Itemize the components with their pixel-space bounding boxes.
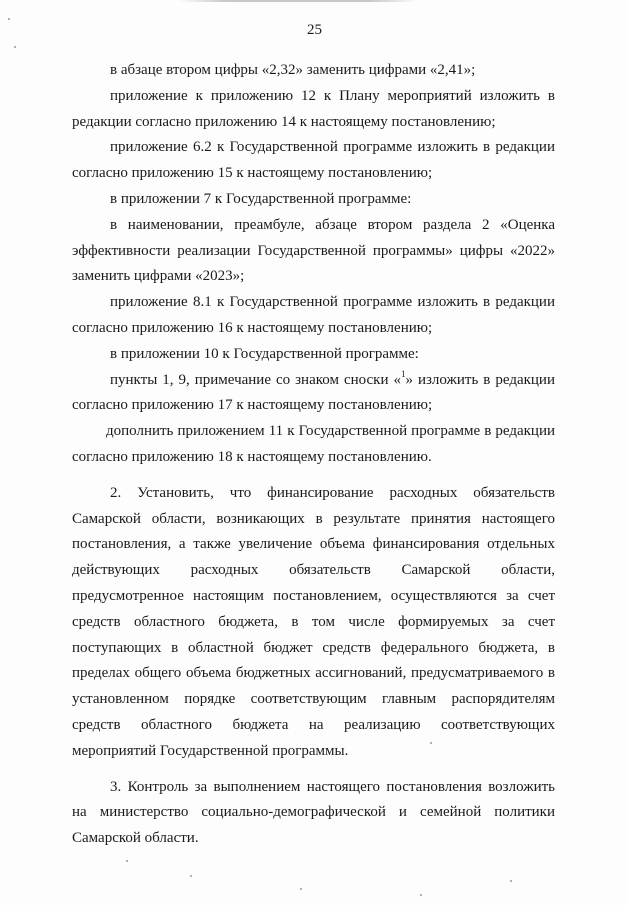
scan-edge-line xyxy=(178,0,418,2)
scan-speck xyxy=(300,888,302,890)
paragraph-5: в наименовании, преамбуле, абзаце втором раздела 2 «Оценка эффективности реализации Государственной программы» цифры «2022» заменить цифрами «2023»; xyxy=(72,216,555,285)
paragraph-section-2: 2. Установить, что финансирование расходных обязательств Самарской области, возникающих в результате принятия настоящего постановления, а также увеличение объема финансирования отдельных действующих расходных обязательств Самарской области, предусмотренное настоящим постановлением, осуществляются за счет средств областного бюджета, в том числе формируемых за счет поступающих в областной бюджет средств федерального бюджета, в пределах общего объема бюджетных ассигнований, предусматриваемого в установленном порядке соответствующим главным распорядителям средств областного бюджета на реализацию соответствующих мероприятий Государственной программы. xyxy=(72,484,555,759)
scan-speck xyxy=(8,18,10,20)
scan-speck xyxy=(126,860,128,862)
paragraph-4: в приложении 7 к Государственной программе: xyxy=(110,190,412,207)
document-body xyxy=(72,58,555,852)
scan-speck xyxy=(420,894,422,896)
paragraph-1: в абзаце втором цифры «2,32» заменить цифрами «2,41»; xyxy=(110,62,476,78)
paragraph-8-after: » изложить в редакции согласно приложению 17 к настоящему постановлению; xyxy=(72,371,555,414)
scan-speck xyxy=(190,875,192,877)
scan-speck xyxy=(430,742,432,744)
paragraph-8 xyxy=(72,368,555,420)
page-number: 25 xyxy=(307,22,322,38)
scan-speck xyxy=(510,880,512,882)
paragraph-section-3: 3. Контроль за выполнением настоящего постановления возложить на министерство социально-демографической и семейной политики Самарской области. xyxy=(72,778,555,847)
scan-speck xyxy=(14,46,16,48)
paragraph-2: приложение к приложению 12 к Плану мероприятий изложить в редакции согласно приложению 14 к настоящему постановлению; xyxy=(72,87,555,130)
footnote-mark: 1 xyxy=(400,368,406,379)
paragraph-3: приложение 6.2 к Государственной программе изложить в редакции согласно приложению 15 к настоящему постановлению; xyxy=(72,139,555,182)
paragraph-7: в приложении 10 к Государственной программе: xyxy=(110,345,419,362)
paragraph-6: приложение 8.1 к Государственной программе изложить в редакции согласно приложению 16 к настоящему постановлению; xyxy=(72,294,555,336)
paragraph-9: дополнить приложением 11 к Государственной программе в редакции согласно приложению 18 к настоящему постановлению. xyxy=(72,423,555,465)
paragraph-8-before: пункты 1, 9, примечание со знаком сноски « xyxy=(110,371,401,388)
